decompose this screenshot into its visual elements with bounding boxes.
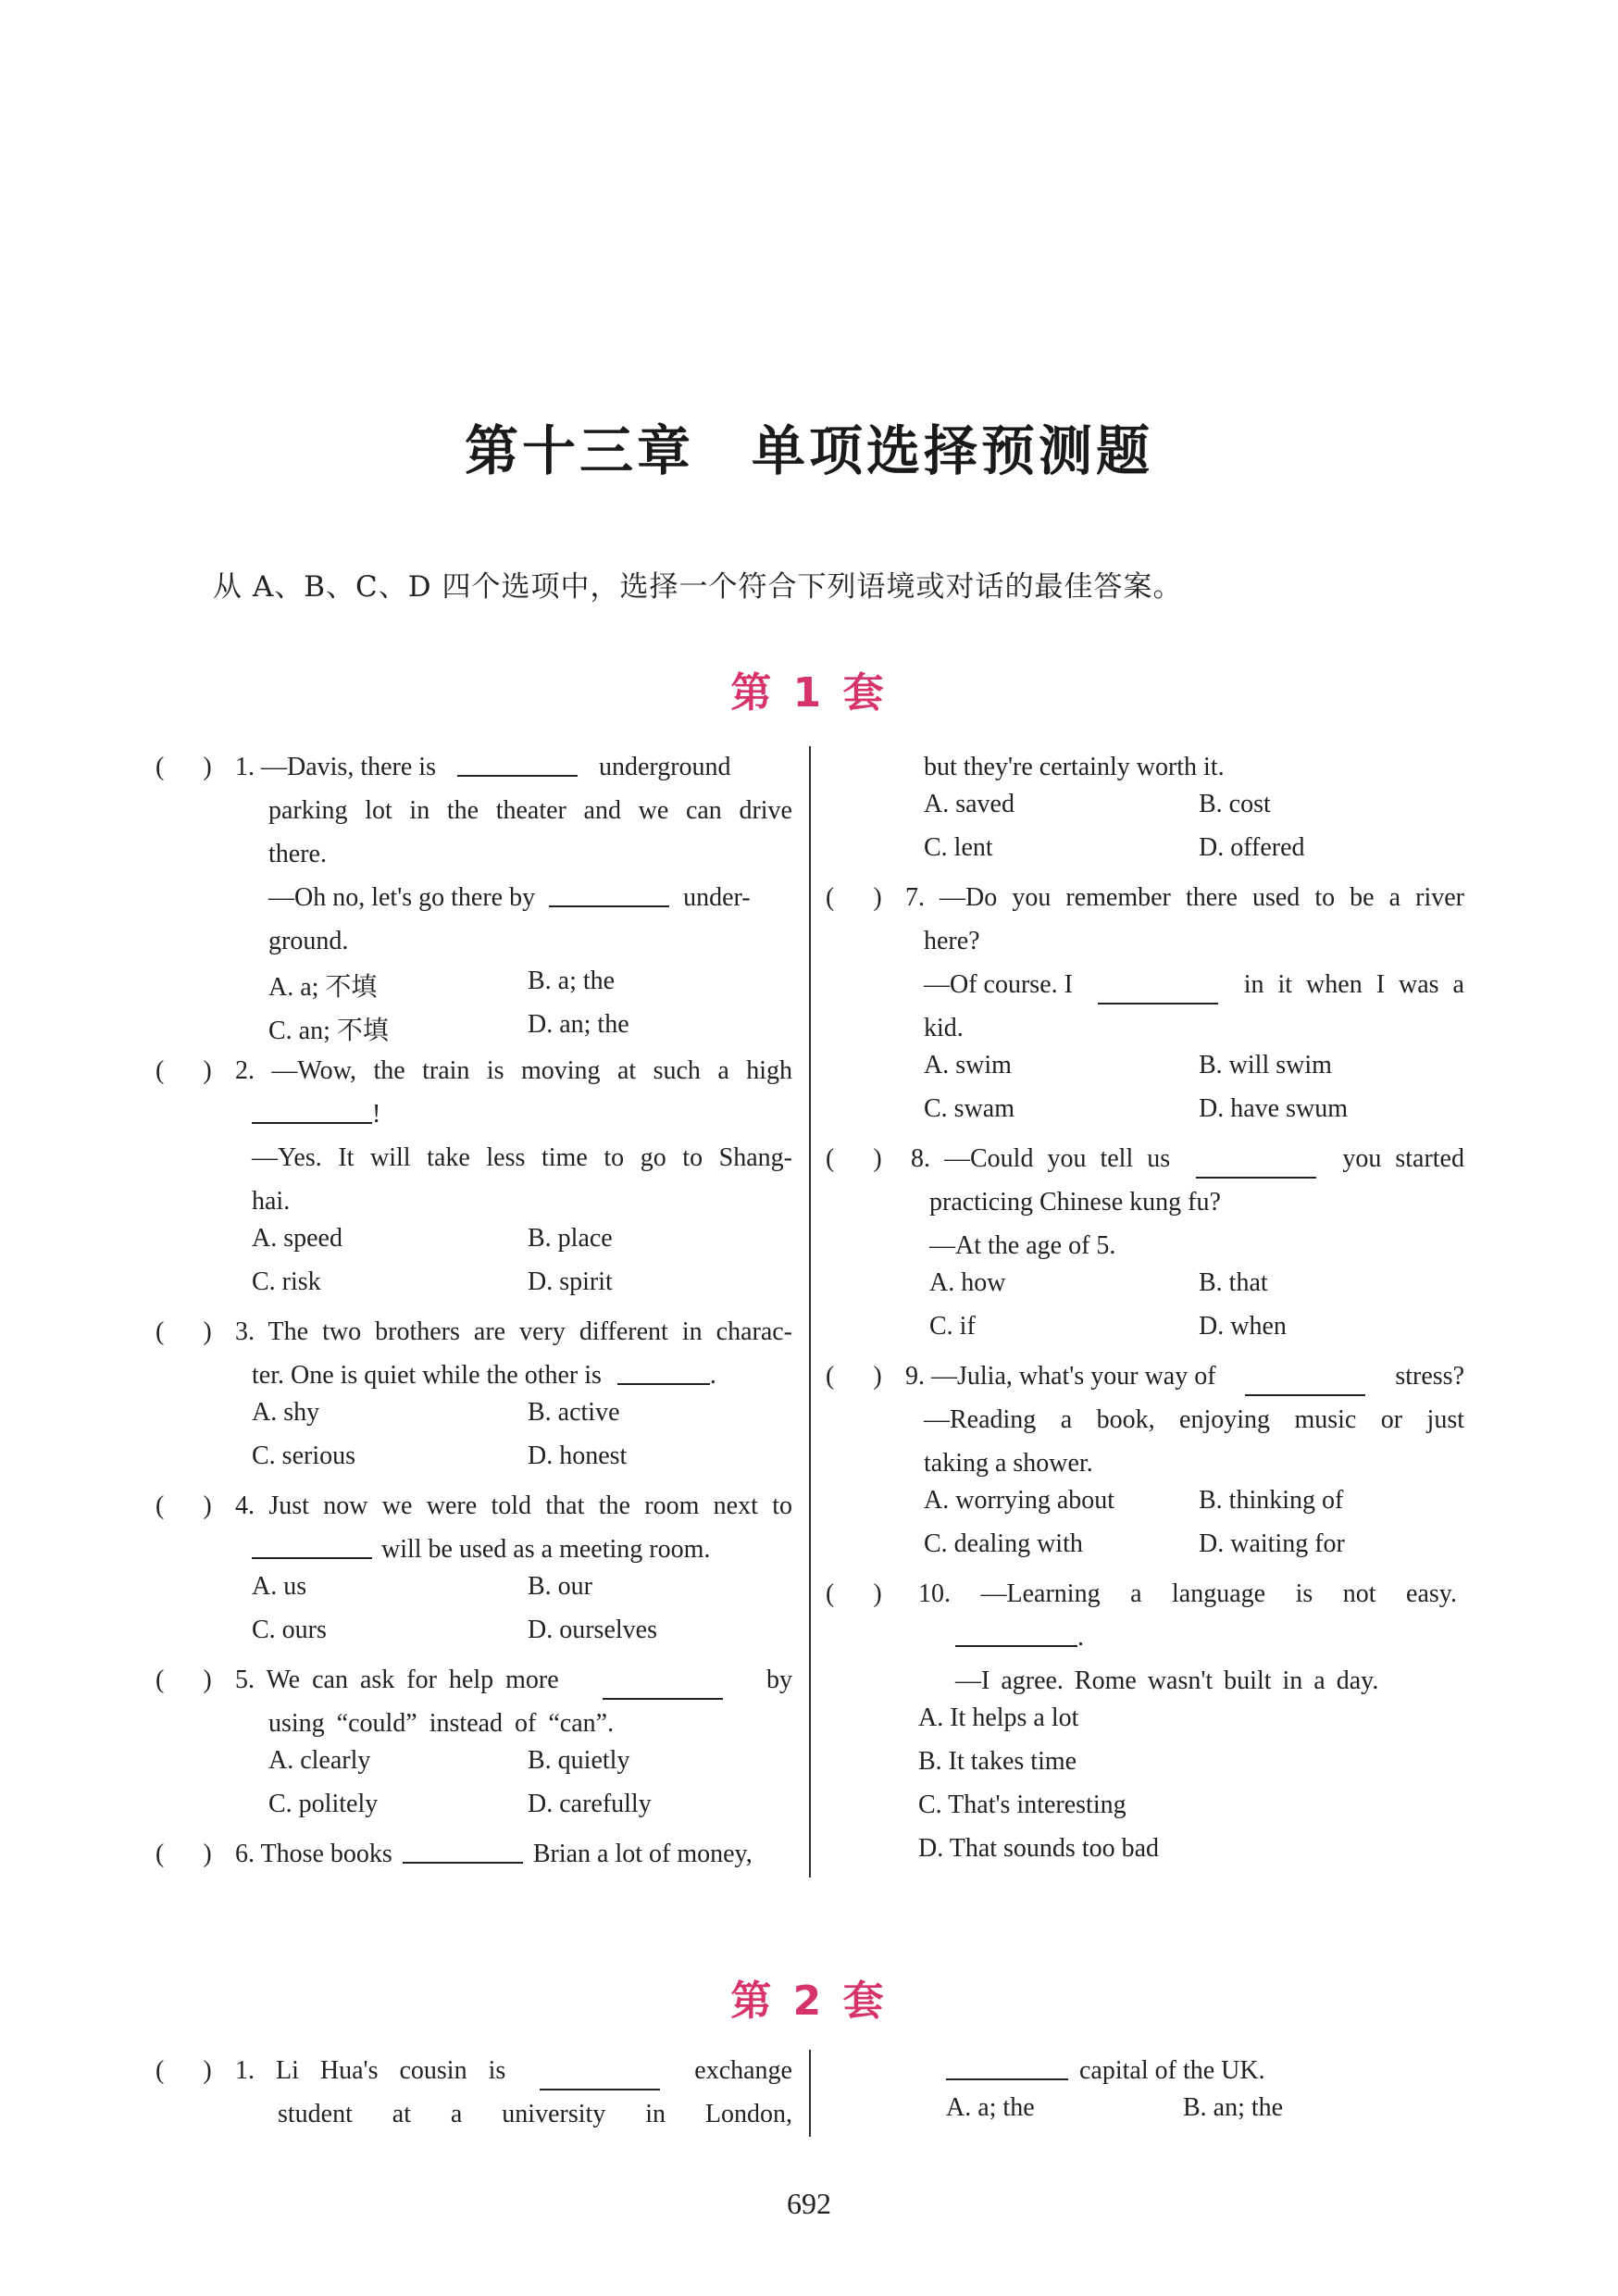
question-text [268,877,751,919]
option-a[interactable]: A. a; 不填 [268,973,378,1002]
option-c[interactable]: C. politely [268,1790,379,1818]
question-text: parking lot in the theater and we can drive [268,796,792,825]
option-d[interactable]: D. honest [528,1441,628,1470]
question-text [924,964,1464,1006]
option-b[interactable]: B. an; the [1183,2093,1284,2122]
question-text-part: 1. —Davis, there is [235,753,436,781]
question-text: 4. Just now we were told that the room next to [235,1491,792,1520]
option-b[interactable]: B. a; the [528,967,616,995]
answer-blank [457,749,578,777]
option-a[interactable]: A. saved [924,790,1014,818]
option-c[interactable]: C. risk [252,1267,321,1296]
option-c[interactable]: C. serious [252,1441,355,1470]
column-divider [809,2050,811,2137]
option-a[interactable]: A. It helps a lot [918,1703,1079,1732]
page-number: 692 [787,2187,831,2220]
answer-blank [617,1357,710,1385]
answer-blank [403,1836,523,1864]
option-d[interactable]: D. offered [1199,833,1305,862]
question-text-part: 9. —Julia, what's your way of [905,1362,1216,1391]
question-text: 10. —Learning a language is not easy. [918,1579,1457,1608]
option-a[interactable]: A. worrying about [924,1486,1115,1515]
question-text: hai. [252,1187,291,1216]
question-text: but they're certainly worth it. [924,753,1225,781]
question-text-part: 8. —Could you tell us [911,1144,1171,1173]
question-text-part: ! [372,1100,381,1129]
option-b[interactable]: B. quietly [528,1746,630,1775]
answer-bracket[interactable]: ( ) [156,1491,212,1520]
option-d[interactable]: D. waiting for [1199,1529,1345,1558]
question-text: —At the age of 5. [929,1231,1116,1260]
question-text: here? [924,927,980,955]
question-text: 3. The two brothers are very different in charac- [235,1317,792,1346]
answer-blank [540,2063,660,2090]
answer-blank [946,2053,1068,2080]
question-text-part: you started [1342,1144,1464,1173]
option-b[interactable]: B. cost [1199,790,1271,818]
option-d[interactable]: D. have swum [1199,1094,1348,1123]
answer-bracket[interactable]: ( ) [156,2056,212,2085]
answer-blank [1245,1368,1365,1396]
question-text-part: 6. Those books [235,1840,392,1868]
question-text [252,1529,710,1571]
question-text [235,1659,792,1702]
option-d[interactable]: D. carefully [528,1790,652,1818]
option-c[interactable]: C. dealing with [924,1529,1083,1558]
question-text: —Yes. It will take less time to go to Shang- [252,1143,792,1172]
question-text-part: underground [598,753,731,781]
question-text-part: Brian a lot of money, [532,1840,753,1868]
answer-blank [252,1531,372,1559]
answer-bracket[interactable]: ( ) [156,753,212,781]
option-c[interactable]: C. swam [924,1094,1014,1123]
page-title: 第十三章 单项选择预测题 [464,419,1153,482]
answer-bracket[interactable]: ( ) [156,1666,212,1694]
question-text: taking a shower. [924,1449,1093,1478]
question-text [235,1833,753,1876]
answer-blank [1098,977,1218,1004]
option-b[interactable]: B. that [1199,1268,1268,1297]
question-text: 2. —Wow, the train is moving at such a high [235,1056,792,1085]
option-a[interactable]: A. shy [252,1398,320,1427]
answer-bracket[interactable]: ( ) [156,1840,212,1868]
question-text-part: capital of the UK. [1079,2056,1265,2085]
column-divider [809,746,811,1878]
question-text [252,1354,716,1397]
option-c[interactable]: C. if [929,1312,976,1341]
question-text: ground. [268,927,349,955]
question-text-part: 1. Li Hua's cousin is [235,2056,506,2085]
question-text-part: in it when I was a [1243,970,1464,999]
option-a[interactable]: A. speed [252,1224,342,1253]
set-2-heading: 第 2 套 [730,1978,888,2025]
option-d[interactable]: D. spirit [528,1267,613,1296]
option-b[interactable]: B. thinking of [1199,1486,1344,1515]
answer-blank [1196,1151,1316,1179]
option-b[interactable]: B. our [528,1572,592,1601]
option-a[interactable]: A. clearly [268,1746,371,1775]
option-c[interactable]: C. an; 不填 [268,1017,389,1045]
question-text-part: exchange [694,2056,792,2085]
question-text [955,1616,1084,1659]
answer-bracket[interactable]: ( ) [156,1317,212,1346]
answer-bracket[interactable]: ( ) [826,883,882,912]
question-text: there. [268,840,327,868]
question-text: 7. —Do you remember there used to be a river [905,883,1464,912]
instruction: 从 A、B、C、D 四个选项中，选择一个符合下列语境或对话的最佳答案。 [213,570,1183,604]
question-text [905,1355,1464,1398]
answer-bracket[interactable]: ( ) [156,1056,212,1085]
question-text-part: stress? [1395,1362,1464,1391]
question-text-part: ter. One is quiet while the other is [252,1361,602,1390]
answer-blank [252,1096,372,1124]
answer-blank [603,1672,723,1700]
question-text-part: . [1077,1623,1084,1652]
question-text [911,1138,1464,1180]
option-a[interactable]: A. us [252,1572,307,1601]
option-d[interactable]: D. an; the [528,1010,629,1039]
option-c[interactable]: C. ours [252,1616,327,1644]
option-d[interactable]: D. when [1199,1312,1287,1341]
question-text [946,2050,1265,2092]
option-b[interactable]: B. It takes time [918,1747,1077,1776]
answer-blank [549,880,669,907]
question-text-part: under- [683,883,751,912]
option-a[interactable]: A. how [929,1268,1006,1297]
option-c[interactable]: C. lent [924,833,993,862]
option-a[interactable]: A. swim [924,1051,1012,1079]
option-d[interactable]: D. That sounds too bad [918,1834,1160,1863]
question-text: —I agree. Rome wasn't built in a day. [955,1666,1379,1695]
question-text: practicing Chinese kung fu? [929,1188,1221,1217]
question-text-part: —Oh no, let's go there by [268,883,536,912]
question-text: kid. [924,1014,964,1042]
option-b[interactable]: B. place [528,1224,613,1253]
question-text: using “could” instead of “can”. [268,1709,615,1738]
answer-bracket[interactable]: ( ) [826,1144,882,1173]
question-text-part: 5. We can ask for help more [235,1666,559,1694]
option-a[interactable]: A. a; the [946,2093,1035,2122]
question-text-part: by [766,1666,792,1694]
question-text: student at a university in London, [278,2100,792,2128]
question-text: —Reading a book, enjoying music or just [924,1405,1464,1434]
question-text [235,746,731,789]
question-text [252,1093,380,1136]
answer-bracket[interactable]: ( ) [826,1579,882,1608]
question-text [235,2050,792,2092]
set-1-heading: 第 1 套 [730,669,888,717]
option-d[interactable]: D. ourselves [528,1616,657,1644]
question-text-part: will be used as a meeting room. [381,1535,711,1564]
option-c[interactable]: C. That's interesting [918,1791,1126,1819]
option-b[interactable]: B. will swim [1199,1051,1332,1079]
option-b[interactable]: B. active [528,1398,620,1427]
question-text-part: . [709,1361,716,1390]
question-text-part: —Of course. I [924,970,1073,999]
answer-blank [955,1619,1077,1647]
answer-bracket[interactable]: ( ) [826,1362,882,1391]
